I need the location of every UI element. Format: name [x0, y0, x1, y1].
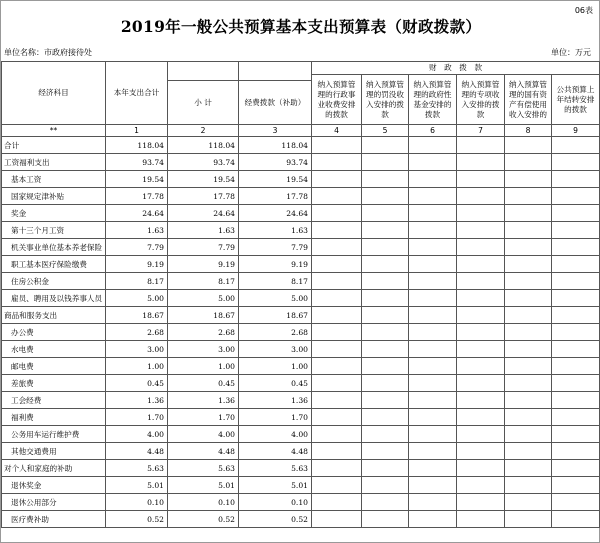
- col-number: 2: [168, 125, 239, 137]
- row-total: 1.70: [106, 409, 168, 426]
- row-fund: [409, 307, 457, 324]
- row-special: [457, 494, 505, 511]
- row-subtotal: 1.00: [168, 358, 239, 375]
- row-subtotal: 18.67: [168, 307, 239, 324]
- row-grant: 3.00: [239, 341, 312, 358]
- row-state-asset: [505, 511, 552, 528]
- row-carryover: [552, 188, 600, 205]
- row-carryover: [552, 460, 600, 477]
- row-grant: 5.01: [239, 477, 312, 494]
- row-carryover: [552, 290, 600, 307]
- row-subtotal: 8.17: [168, 273, 239, 290]
- row-fund: [409, 324, 457, 341]
- row-state-asset: [505, 358, 552, 375]
- column-number-row: [2, 125, 600, 137]
- row-fine: [362, 358, 409, 375]
- row-fine: [362, 290, 409, 307]
- row-grant: 4.00: [239, 426, 312, 443]
- row-grant: 0.52: [239, 511, 312, 528]
- row-total: 8.17: [106, 273, 168, 290]
- row-carryover: [552, 154, 600, 171]
- row-label: 雇员、聘用及以钱养事人员: [2, 290, 106, 307]
- row-special: [457, 256, 505, 273]
- row-fine: [362, 392, 409, 409]
- row-subtotal: 2.68: [168, 324, 239, 341]
- row-label: 住房公积金: [2, 273, 106, 290]
- header-blank: [168, 62, 239, 81]
- row-total: 1.63: [106, 222, 168, 239]
- row-grant: 5.00: [239, 290, 312, 307]
- table-row: [2, 273, 600, 290]
- row-total: 0.52: [106, 511, 168, 528]
- row-subtotal: 7.79: [168, 239, 239, 256]
- table-row: [2, 443, 600, 460]
- row-state-asset: [505, 205, 552, 222]
- row-special: [457, 324, 505, 341]
- row-carryover: [552, 375, 600, 392]
- row-fund: [409, 290, 457, 307]
- row-fund: [409, 256, 457, 273]
- row-grant: 7.79: [239, 239, 312, 256]
- row-admin-fee: [312, 188, 362, 205]
- row-carryover: [552, 511, 600, 528]
- row-subtotal: 1.36: [168, 392, 239, 409]
- table-row: [2, 154, 600, 171]
- col-number: 4: [312, 125, 362, 137]
- table-row: [2, 222, 600, 239]
- row-subtotal: 5.01: [168, 477, 239, 494]
- table-row: [2, 188, 600, 205]
- row-label: 合计: [2, 137, 106, 154]
- row-subtotal: 17.78: [168, 188, 239, 205]
- row-carryover: [552, 256, 600, 273]
- row-admin-fee: [312, 358, 362, 375]
- row-carryover: [552, 205, 600, 222]
- row-total: 1.36: [106, 392, 168, 409]
- row-subtotal: 19.54: [168, 171, 239, 188]
- header-blank: [239, 62, 312, 81]
- row-carryover: [552, 222, 600, 239]
- unit-name: 单位名称：市政府接待处: [4, 48, 92, 57]
- row-admin-fee: [312, 290, 362, 307]
- table-row: [2, 205, 600, 222]
- row-total: 2.68: [106, 324, 168, 341]
- row-fine: [362, 494, 409, 511]
- row-special: [457, 273, 505, 290]
- row-fine: [362, 324, 409, 341]
- row-label: 办公费: [2, 324, 106, 341]
- budget-table: [1, 61, 600, 528]
- row-fine: [362, 375, 409, 392]
- row-state-asset: [505, 494, 552, 511]
- row-label: 工会经费: [2, 392, 106, 409]
- row-subtotal: 4.48: [168, 443, 239, 460]
- row-admin-fee: [312, 341, 362, 358]
- row-admin-fee: [312, 256, 362, 273]
- row-state-asset: [505, 409, 552, 426]
- row-carryover: [552, 494, 600, 511]
- col-number: 8: [505, 125, 552, 137]
- row-state-asset: [505, 290, 552, 307]
- row-state-asset: [505, 341, 552, 358]
- row-state-asset: [505, 137, 552, 154]
- row-subtotal: 93.74: [168, 154, 239, 171]
- row-state-asset: [505, 375, 552, 392]
- row-label: 水电费: [2, 341, 106, 358]
- row-subtotal: 0.45: [168, 375, 239, 392]
- table-row: [2, 511, 600, 528]
- row-label: 邮电费: [2, 358, 106, 375]
- row-subtotal: 0.10: [168, 494, 239, 511]
- row-state-asset: [505, 460, 552, 477]
- col-number: **: [2, 125, 106, 137]
- row-subtotal: 24.64: [168, 205, 239, 222]
- row-grant: 1.70: [239, 409, 312, 426]
- row-carryover: [552, 324, 600, 341]
- row-grant: 24.64: [239, 205, 312, 222]
- row-fund: [409, 171, 457, 188]
- header-special: 纳入预算管理的专项收入安排的拨款: [457, 75, 505, 125]
- row-state-asset: [505, 239, 552, 256]
- row-special: [457, 290, 505, 307]
- row-carryover: [552, 239, 600, 256]
- row-admin-fee: [312, 511, 362, 528]
- row-grant: 5.63: [239, 460, 312, 477]
- row-fine: [362, 154, 409, 171]
- table-row: [2, 290, 600, 307]
- row-subtotal: 5.63: [168, 460, 239, 477]
- row-label: 退休奖金: [2, 477, 106, 494]
- col-number: 6: [409, 125, 457, 137]
- row-grant: 8.17: [239, 273, 312, 290]
- row-admin-fee: [312, 307, 362, 324]
- row-grant: 0.10: [239, 494, 312, 511]
- row-fine: [362, 307, 409, 324]
- row-fine: [362, 460, 409, 477]
- row-admin-fee: [312, 409, 362, 426]
- row-special: [457, 341, 505, 358]
- row-total: 5.01: [106, 477, 168, 494]
- row-total: 18.67: [106, 307, 168, 324]
- row-admin-fee: [312, 154, 362, 171]
- row-total: 3.00: [106, 341, 168, 358]
- row-total: 4.00: [106, 426, 168, 443]
- row-carryover: [552, 137, 600, 154]
- table-row: [2, 375, 600, 392]
- row-admin-fee: [312, 494, 362, 511]
- row-fund: [409, 460, 457, 477]
- table-row: [2, 460, 600, 477]
- header-grant: 经费拨款（补助）: [239, 81, 312, 125]
- row-special: [457, 375, 505, 392]
- row-grant: 18.67: [239, 307, 312, 324]
- table-body: [2, 137, 600, 528]
- table-row: [2, 477, 600, 494]
- row-carryover: [552, 426, 600, 443]
- row-subtotal: 9.19: [168, 256, 239, 273]
- row-state-asset: [505, 392, 552, 409]
- row-admin-fee: [312, 392, 362, 409]
- row-special: [457, 392, 505, 409]
- row-subtotal: 5.00: [168, 290, 239, 307]
- row-label: 奖金: [2, 205, 106, 222]
- row-total: 4.48: [106, 443, 168, 460]
- table-row: [2, 392, 600, 409]
- row-grant: 9.19: [239, 256, 312, 273]
- row-fund: [409, 358, 457, 375]
- row-fine: [362, 171, 409, 188]
- row-carryover: [552, 273, 600, 290]
- money-unit: 单位：万元: [551, 48, 591, 57]
- row-fund: [409, 205, 457, 222]
- row-state-asset: [505, 426, 552, 443]
- row-state-asset: [505, 443, 552, 460]
- row-subtotal: 4.00: [168, 426, 239, 443]
- row-fund: [409, 426, 457, 443]
- row-state-asset: [505, 307, 552, 324]
- table-row: [2, 426, 600, 443]
- col-number: 9: [552, 125, 600, 137]
- row-carryover: [552, 477, 600, 494]
- row-total: 5.63: [106, 460, 168, 477]
- form-number: 06表: [574, 6, 593, 15]
- row-fund: [409, 443, 457, 460]
- row-subtotal: 118.04: [168, 137, 239, 154]
- table-row: [2, 409, 600, 426]
- row-special: [457, 477, 505, 494]
- table-row: [2, 341, 600, 358]
- row-fine: [362, 426, 409, 443]
- row-total: 7.79: [106, 239, 168, 256]
- row-fine: [362, 511, 409, 528]
- row-label: 其他交通费用: [2, 443, 106, 460]
- table-row: [2, 324, 600, 341]
- row-fine: [362, 239, 409, 256]
- table-row: [2, 358, 600, 375]
- header-subject: 经济科目: [2, 62, 106, 125]
- row-special: [457, 154, 505, 171]
- table-row: [2, 239, 600, 256]
- row-grant: 2.68: [239, 324, 312, 341]
- header-carryover: 公共预算上年结转安排的拨款: [552, 75, 600, 125]
- row-fund: [409, 341, 457, 358]
- col-number: 7: [457, 125, 505, 137]
- row-fund: [409, 409, 457, 426]
- row-grant: 1.63: [239, 222, 312, 239]
- row-special: [457, 205, 505, 222]
- header-total: 本年支出合计: [106, 62, 168, 125]
- row-fine: [362, 222, 409, 239]
- row-special: [457, 171, 505, 188]
- row-carryover: [552, 307, 600, 324]
- row-fund: [409, 137, 457, 154]
- row-state-asset: [505, 154, 552, 171]
- row-fund: [409, 392, 457, 409]
- row-admin-fee: [312, 239, 362, 256]
- row-fund: [409, 511, 457, 528]
- row-subtotal: 0.52: [168, 511, 239, 528]
- header-fiscal-group: 财 政 拨 款: [312, 62, 600, 75]
- row-admin-fee: [312, 477, 362, 494]
- row-total: 0.10: [106, 494, 168, 511]
- row-total: 1.00: [106, 358, 168, 375]
- row-carryover: [552, 409, 600, 426]
- table-row: [2, 171, 600, 188]
- row-special: [457, 222, 505, 239]
- row-label: 基本工资: [2, 171, 106, 188]
- row-grant: 1.36: [239, 392, 312, 409]
- row-grant: 93.74: [239, 154, 312, 171]
- col-number: 3: [239, 125, 312, 137]
- header-subtotal: 小 计: [168, 81, 239, 125]
- row-fund: [409, 188, 457, 205]
- row-carryover: [552, 358, 600, 375]
- row-fine: [362, 205, 409, 222]
- row-label: 商品和服务支出: [2, 307, 106, 324]
- row-fine: [362, 188, 409, 205]
- row-total: 19.54: [106, 171, 168, 188]
- row-fine: [362, 477, 409, 494]
- row-special: [457, 511, 505, 528]
- page-title: 2019年一般公共预算基本支出预算表（财政拨款）: [120, 17, 482, 36]
- row-fund: [409, 239, 457, 256]
- row-label: 公务用车运行维护费: [2, 426, 106, 443]
- row-special: [457, 426, 505, 443]
- row-grant: 0.45: [239, 375, 312, 392]
- row-carryover: [552, 392, 600, 409]
- row-label: 退休公用部分: [2, 494, 106, 511]
- row-grant: 118.04: [239, 137, 312, 154]
- row-total: 5.00: [106, 290, 168, 307]
- row-total: 0.45: [106, 375, 168, 392]
- row-admin-fee: [312, 375, 362, 392]
- row-label: 福利费: [2, 409, 106, 426]
- row-state-asset: [505, 273, 552, 290]
- row-grant: 1.00: [239, 358, 312, 375]
- row-admin-fee: [312, 222, 362, 239]
- row-total: 17.78: [106, 188, 168, 205]
- row-fund: [409, 375, 457, 392]
- row-fine: [362, 256, 409, 273]
- row-subtotal: 1.70: [168, 409, 239, 426]
- row-grant: 19.54: [239, 171, 312, 188]
- row-state-asset: [505, 188, 552, 205]
- row-admin-fee: [312, 443, 362, 460]
- row-fine: [362, 443, 409, 460]
- row-label: 第十三个月工资: [2, 222, 106, 239]
- row-carryover: [552, 443, 600, 460]
- row-total: 9.19: [106, 256, 168, 273]
- row-subtotal: 3.00: [168, 341, 239, 358]
- row-special: [457, 307, 505, 324]
- row-label: 职工基本医疗保险缴费: [2, 256, 106, 273]
- row-fund: [409, 494, 457, 511]
- row-label: 机关事业单位基本养老保险: [2, 239, 106, 256]
- row-admin-fee: [312, 460, 362, 477]
- row-special: [457, 137, 505, 154]
- row-fine: [362, 137, 409, 154]
- row-state-asset: [505, 324, 552, 341]
- row-state-asset: [505, 171, 552, 188]
- row-carryover: [552, 171, 600, 188]
- row-admin-fee: [312, 426, 362, 443]
- row-total: 24.64: [106, 205, 168, 222]
- row-state-asset: [505, 222, 552, 239]
- col-number: 1: [106, 125, 168, 137]
- header-fund: 纳入预算管理的政府性基金安排的拨款: [409, 75, 457, 125]
- row-fine: [362, 273, 409, 290]
- row-fund: [409, 154, 457, 171]
- row-state-asset: [505, 477, 552, 494]
- row-fund: [409, 273, 457, 290]
- row-state-asset: [505, 256, 552, 273]
- row-carryover: [552, 341, 600, 358]
- row-grant: 17.78: [239, 188, 312, 205]
- row-admin-fee: [312, 273, 362, 290]
- row-special: [457, 443, 505, 460]
- header-fine: 纳入预算管理的罚没收入安排的拨款: [362, 75, 409, 125]
- row-special: [457, 239, 505, 256]
- row-label: 国家规定津补贴: [2, 188, 106, 205]
- row-admin-fee: [312, 205, 362, 222]
- row-special: [457, 409, 505, 426]
- table-row: [2, 307, 600, 324]
- row-admin-fee: [312, 137, 362, 154]
- col-number: 5: [362, 125, 409, 137]
- header-state-asset: 纳入预算管理的国有资产有偿使用收入安排的: [505, 75, 552, 125]
- row-admin-fee: [312, 324, 362, 341]
- table-row: [2, 256, 600, 273]
- row-grant: 4.48: [239, 443, 312, 460]
- row-total: 93.74: [106, 154, 168, 171]
- row-label: 工资福利支出: [2, 154, 106, 171]
- row-fine: [362, 409, 409, 426]
- row-fund: [409, 477, 457, 494]
- row-special: [457, 358, 505, 375]
- row-total: 118.04: [106, 137, 168, 154]
- row-fund: [409, 222, 457, 239]
- row-subtotal: 1.63: [168, 222, 239, 239]
- row-special: [457, 460, 505, 477]
- row-special: [457, 188, 505, 205]
- row-label: 差旅费: [2, 375, 106, 392]
- table-row: [2, 494, 600, 511]
- row-label: 医疗费补助: [2, 511, 106, 528]
- header-admin-fee: 纳入预算管理的行政事业收费安排的拨款: [312, 75, 362, 125]
- table-row: [2, 137, 600, 154]
- row-admin-fee: [312, 171, 362, 188]
- row-fine: [362, 341, 409, 358]
- row-label: 对个人和家庭的补助: [2, 460, 106, 477]
